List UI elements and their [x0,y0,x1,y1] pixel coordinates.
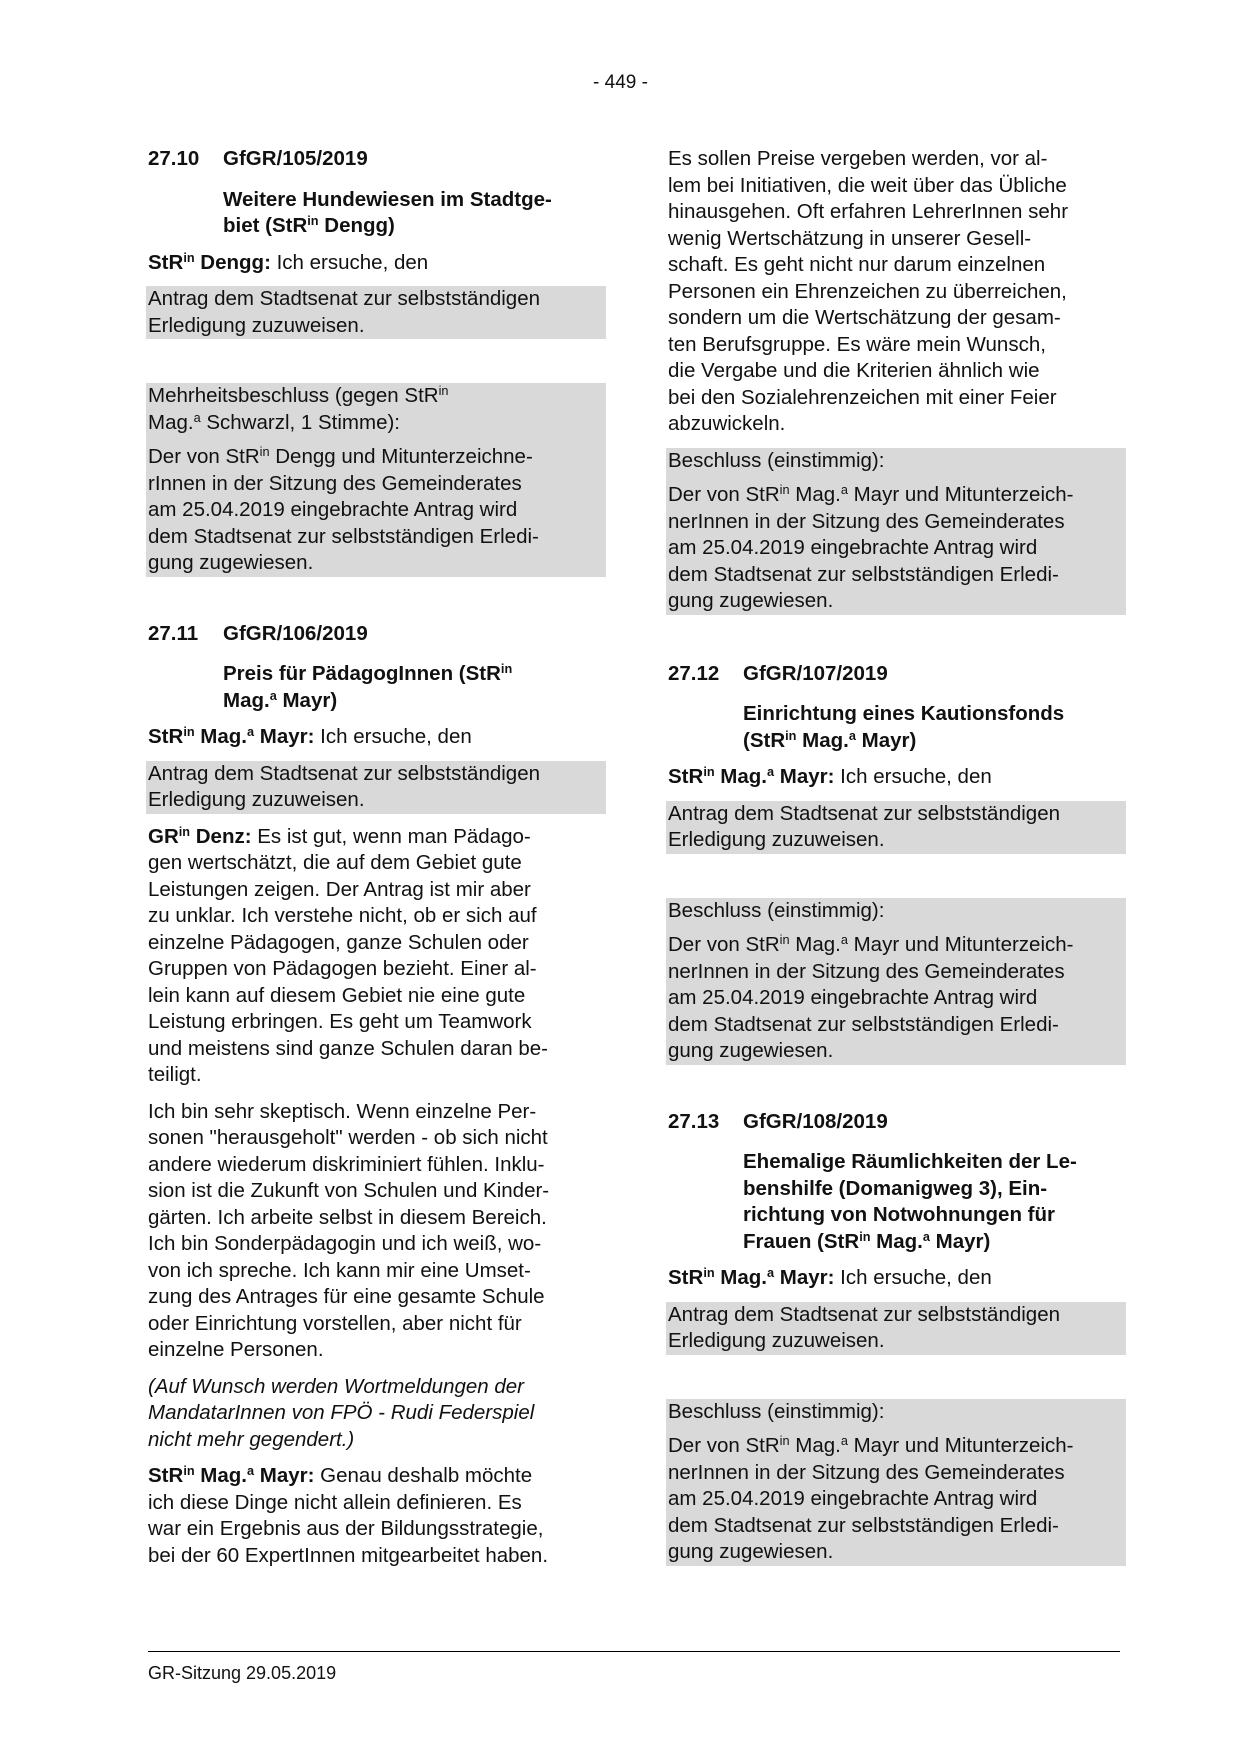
editorial-note: (Auf Wunsch werden Wortmeldungen der MandatarInnen von FPÖ - Rudi Federspiel nicht mehr gegendert.) [148,1374,535,1451]
vote-result: Beschluss (einstimmig): [668,1399,885,1423]
speech-denz-continued: Ich bin sehr skeptisch. Wenn einzelne Per- sonen "herausgeholt" werden - ob sich nicht andere wiederum diskriminiert fühlen. Inklu- sion ist die Zukunft von Schulen und Kinder- gärten. Ich arbeite selbst in diesem Bereich. Ich bin Sonderpädagogin und ich weiß, wo- von ich spreche. Ich kann mir eine Umset- zung des Antrages für eine gesamte Schule oder Einrichtung vorstellen, aber nicht für einzelne Personen. [148,1099,550,1361]
motion-box: Antrag dem Stadtsenat zur selbstständigen Erledigung zuzuweisen. [666,1302,1126,1355]
speaker-line: StR$^{in}$ Mag.$^a$ Mayr: Ich ersuche, den [668,764,992,788]
resolution-box [666,448,1126,615]
item-reference: GfGR/108/2019 [743,1109,888,1133]
speaker-line: StR$^{in}$ Mag.$^a$ Mayr: Ich ersuche, den [148,724,472,748]
item-number: 27.13 [668,1109,720,1133]
resolution-box [146,383,606,577]
motion-box: Antrag dem Stadtsenat zur selbstständigen Erledigung zuzuweisen. [146,286,606,339]
item-number: 27.11 [148,621,199,645]
item-reference: GfGR/106/2019 [223,621,368,645]
speech-mayr: StR$^{in}$ Mag.$^a$ Mayr: Genau deshalb möchte ich diese Dinge nicht allein definieren. Es war ein Ergebnis aus der Bildungsstrategie, bei der 60 ExpertInnen mitgearbeitet haben. [148,1463,549,1567]
item-header-27-10 [148,146,604,173]
resolution-text: Der von StR$^{in}$ Mag.$^a$ Mayr und Mitunterzeich- nerInnen in der Sitzung des Gemeinderates am 25.04.2019 eingebrachte Antrag wird dem Stadtsenat zur selbstständigen Erledi- gung zugewiesen. [668,932,1074,1062]
resolution-text: Der von StR$^{in}$ Mag.$^a$ Mayr und Mitunterzeich- nerInnen in der Sitzung des Gemeinderates am 25.04.2019 eingebrachte Antrag wird dem Stadtsenat zur selbstständigen Erledi- gung zugewiesen. [668,1433,1074,1563]
motion-box: Antrag dem Stadtsenat zur selbstständigen Erledigung zuzuweisen. [146,761,606,814]
right-column [668,146,1124,1566]
item-number: 27.12 [668,661,720,685]
motion-box: Antrag dem Stadtsenat zur selbstständigen Erledigung zuzuweisen. [666,801,1126,854]
vote-result: Beschluss (einstimmig): [668,898,885,922]
footer-text: GR-Sitzung 29.05.2019 [148,1663,337,1683]
resolution-text: Der von StR$^{in}$ Dengg und Mitunterzeichne- rInnen in der Sitzung des Gemeinderates am 25.04.2019 eingebrachte Antrag wird dem Stadtsenat zur selbstständigen Erledi- gung zugewiesen. [148,444,539,574]
item-header-27-12 [668,661,1124,688]
vote-result: Beschluss (einstimmig): [668,448,885,472]
page-number: - 449 - [593,72,648,93]
item-title: Einrichtung eines Kautionsfonds (StR$^{in}$ Mag.$^a$ Mayr) [743,702,1065,752]
item-reference: GfGR/105/2019 [223,147,368,170]
item-header-27-13 [668,1109,1124,1136]
item-number: 27.10 [148,147,200,170]
resolution-text: Der von StR$^{in}$ Mag.$^a$ Mayr und Mitunterzeich- nerInnen in der Sitzung des Gemeinderates am 25.04.2019 eingebrachte Antrag wird dem Stadtsenat zur selbstständigen Erledi- gung zugewiesen. [668,482,1074,612]
resolution-box [666,1399,1126,1566]
item-header-27-11 [148,621,604,648]
speaker-line: StR$^{in}$ Mag.$^a$ Mayr: Ich ersuche, den [668,1265,992,1289]
speech-denz: $GR^{in}$ Denz: Es ist gut, wenn man Pädago- gen wertschätzt, die auf dem Gebiet gute Leistungen zeigen. Der Antrag ist mir aber zu unklar. Ich verstehe nicht, ob er sich auf einzelne Pädagogen, ganze Schulen oder Gruppen von Pädagogen bezieht. Einer al- lein kann auf diesem Gebiet nie eine gute Leistung erbringen. Es geht um Teamwork und meistens sind ganze Schulen daran be- teiligt. [148,823,549,1086]
vote-result: Mehrheitsbeschluss (gegen StR$^{in}$ Mag.$^a$ Schwarzl, 1 Stimme): [148,383,449,434]
item-title: Preis für PädagogInnen (StR$^{in}$ Mag.$^a$ Mayr) [223,661,513,712]
speaker-line: StR$^{in}$ Dengg: Ich ersuche, den [148,249,429,274]
item-title: Ehemalige Räumlichkeiten der Le- benshilfe (Domanigweg 3), Ein- richtung von Notwohnungen für Frauen (StR$^{in}$ Mag.$^a$ Mayr) [743,1150,1077,1253]
footer-divider [148,1651,1120,1652]
item-title: Weitere Hundewiesen im Stadtge- biet (StR$^{in}$ Dengg) [223,187,552,237]
left-column [148,146,604,1569]
speech-mayr-continued: Es sollen Preise vergeben werden, vor al- lem bei Initiativen, die weit über das Übliche hinausgehen. Oft erfahren LehrerInnen sehr wenig Wertschätzung in unserer Gesell- schaft. Es geht nicht nur darum einzelnen Personen ein Ehrenzeichen zu überreichen, sondern um die Wertschätzung der gesam- ten Berufsgruppe. Es wäre mein Wunsch, die Vergabe und die Kriterien ähnlich wie bei den Sozialehrenzeichen mit einer Feier abzuwickeln. [668,147,1069,435]
resolution-box [666,898,1126,1065]
item-reference: GfGR/107/2019 [743,661,888,685]
